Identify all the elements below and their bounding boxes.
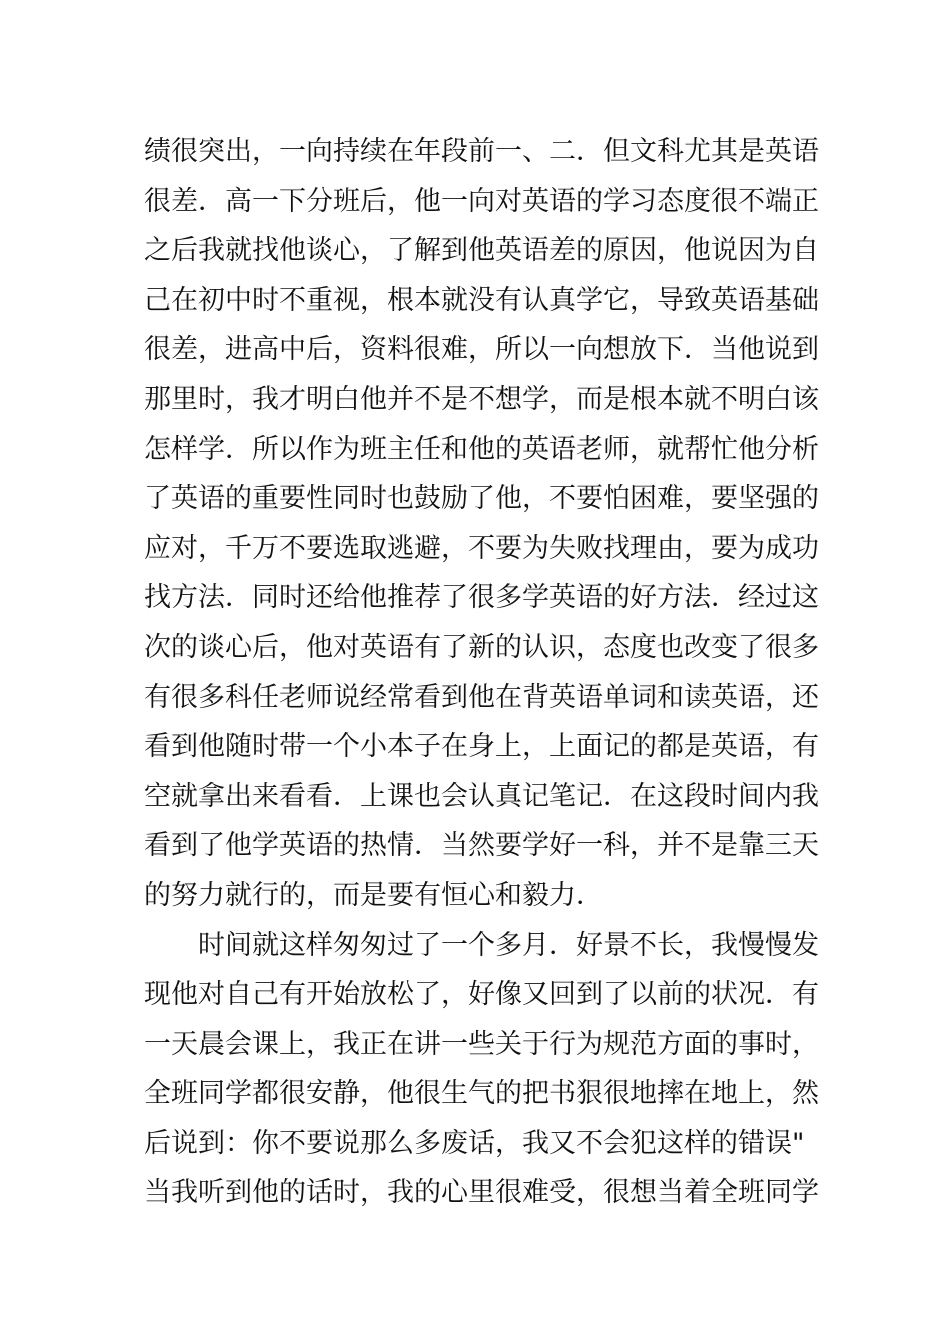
text-line: 很差，进高中后，资料很难，所以一向想放下．当他说到 <box>144 334 819 366</box>
text-line: 找方法．同时还给他推荐了很多学英语的好方法．经过这 <box>144 582 819 614</box>
text-line: 应对，千万不要选取逃避，不要为失败找理由，要为成功 <box>144 532 819 564</box>
text-line: 的努力就行的，而是要有恒心和毅力． <box>144 879 603 911</box>
text-line: 次的谈心后，他对英语有了新的认识，态度也改变了很多 <box>144 631 819 663</box>
text-line: 空就拿出来看看．上课也会认真记笔记．在这段时间内我 <box>144 780 819 812</box>
paragraph <box>144 127 824 921</box>
text-line: 当我听到他的话时，我的心里很难受，很想当着全班同学 <box>144 1177 819 1209</box>
text-line: 怎样学．所以作为班主任和他的英语老师，就帮忙他分析 <box>144 433 819 465</box>
text-line: 时间就这样匆匆过了一个多月．好景不长，我慢慢发 <box>198 929 819 961</box>
text-line: 全班同学都很安静，他很生气的把书狠很地摔在地上，然 <box>144 1078 819 1110</box>
text-line: 之后我就找他谈心，了解到他英语差的原因，他说因为自 <box>144 235 819 267</box>
paragraph <box>144 921 824 1219</box>
text-line: 现他对自己有开始放松了，好像又回到了以前的状况．有 <box>144 979 819 1011</box>
text-line: 了英语的重要性同时也鼓励了他，不要怕困难，要坚强的 <box>144 483 819 515</box>
text-line: 有很多科任老师说经常看到他在背英语单词和读英语，还 <box>144 681 819 713</box>
text-line: 后说到：你不要说那么多废话，我又不会犯这样的错误" <box>144 1127 805 1159</box>
text-line: 己在初中时不重视，根本就没有认真学它，导致英语基础 <box>144 284 819 316</box>
text-line: 绩很突出，一向持续在年段前一、二．但文科尤其是英语 <box>144 136 819 167</box>
text-line: 那里时，我才明白他并不是不想学，而是根本就不明白该 <box>144 383 819 415</box>
text-line: 看到他随时带一个小本子在身上，上面记的都是英语，有 <box>144 731 819 763</box>
text-line: 看到了他学英语的热情．当然要学好一科，并不是靠三天 <box>144 830 819 862</box>
text-line: 很差．高一下分班后，他一向对英语的学习态度很不端正 <box>144 185 819 217</box>
body-text <box>144 127 824 1218</box>
text-line: 一天晨会课上，我正在讲一些关于行为规范方面的事时， <box>144 1028 819 1060</box>
